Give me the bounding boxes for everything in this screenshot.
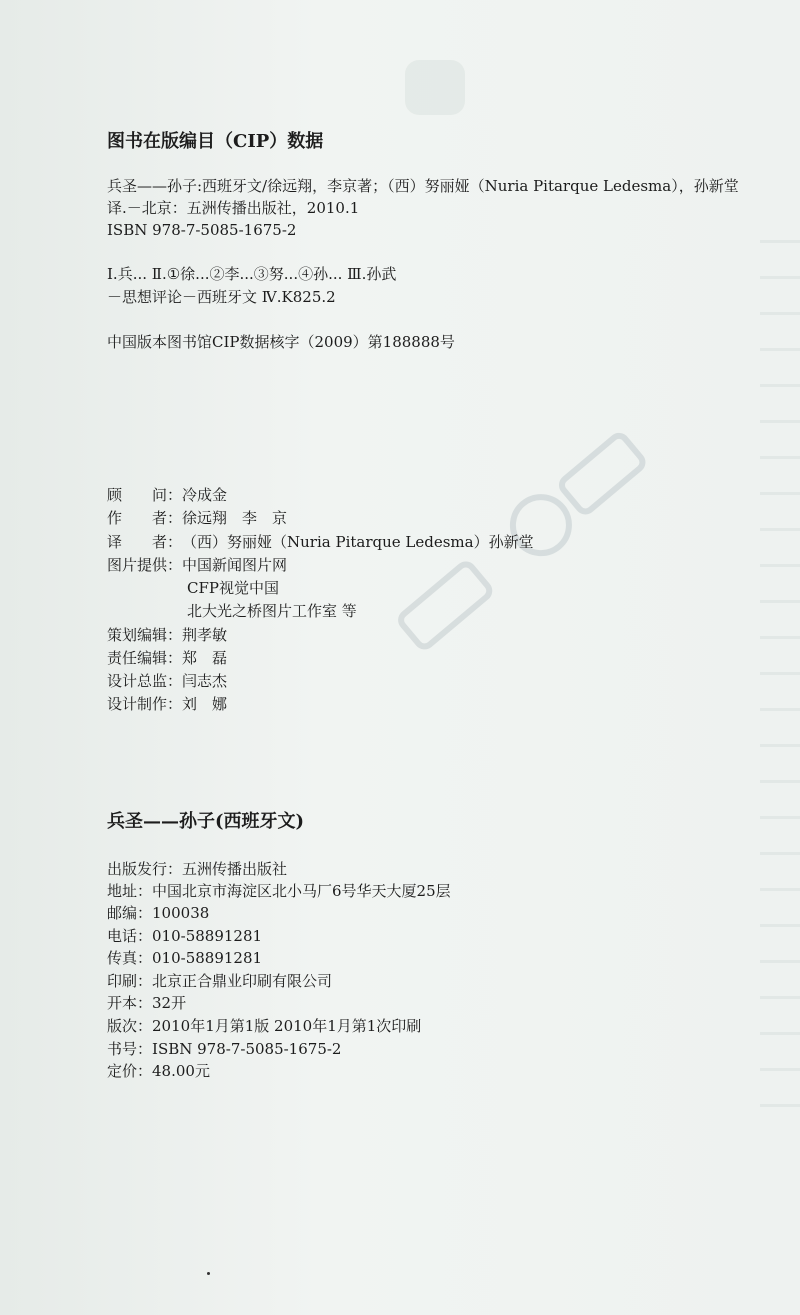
publication-value: 010-58891281 bbox=[152, 949, 263, 967]
credit-value: 冷成金 bbox=[182, 486, 228, 504]
publication-row bbox=[107, 859, 287, 879]
ink-dot bbox=[207, 1272, 210, 1275]
publication-value: ISBN 978-7-5085-1675-2 bbox=[152, 1040, 342, 1058]
credit-row bbox=[107, 555, 287, 575]
credit-value: 闫志杰 bbox=[182, 672, 228, 690]
credit-row bbox=[107, 508, 287, 528]
publication-label: 版次： bbox=[107, 1017, 153, 1035]
credit-row bbox=[107, 625, 227, 645]
book-title: 兵圣——孙子(西班牙文) bbox=[107, 811, 305, 832]
publication-label: 定价： bbox=[107, 1062, 153, 1080]
credit-label: 作 者： bbox=[107, 509, 183, 527]
credit-row bbox=[187, 601, 357, 621]
credit-value: 徐远翔 李 京 bbox=[182, 509, 288, 527]
credit-value: 中国新闻图片网 bbox=[182, 556, 288, 574]
credit-row bbox=[107, 671, 227, 691]
publication-label: 地址： bbox=[107, 882, 153, 900]
credit-row bbox=[107, 648, 227, 668]
publication-value: 北京正合鼎业印刷有限公司 bbox=[152, 972, 333, 990]
credit-row bbox=[187, 578, 279, 598]
credit-label: 设计总监： bbox=[107, 672, 183, 690]
publication-row bbox=[107, 1061, 210, 1081]
cip-record-number: 中国版本图书馆CIP数据核字（2009）第188888号 bbox=[107, 333, 455, 351]
show-through-heading bbox=[405, 60, 465, 115]
cip-heading: 图书在版编目（CIP）数据 bbox=[107, 131, 324, 152]
credit-value: 郑 磊 bbox=[182, 649, 228, 667]
publication-value: 010-58891281 bbox=[152, 927, 263, 945]
publication-label: 印刷： bbox=[107, 972, 153, 990]
credit-row bbox=[107, 485, 227, 505]
publication-row bbox=[107, 926, 262, 946]
credit-label: 责任编辑： bbox=[107, 649, 183, 667]
publication-row bbox=[107, 993, 186, 1013]
publication-label: 开本： bbox=[107, 994, 153, 1012]
publication-label: 邮编： bbox=[107, 904, 153, 922]
cip-classification-2: －思想评论－西班牙文 Ⅳ.K825.2 bbox=[107, 288, 336, 306]
credit-value: CFP视觉中国 bbox=[187, 579, 279, 597]
publication-label: 出版发行： bbox=[107, 860, 183, 878]
credit-label: 译 者： bbox=[107, 533, 183, 551]
publication-row bbox=[107, 1016, 421, 1036]
publication-row bbox=[107, 903, 209, 923]
publication-row bbox=[107, 971, 332, 991]
credit-label: 顾 问： bbox=[107, 486, 183, 504]
credit-value: 北大光之桥图片工作室 等 bbox=[187, 602, 357, 620]
credit-label: 设计制作： bbox=[107, 695, 183, 713]
publication-label: 书号： bbox=[107, 1040, 153, 1058]
publication-value: 48.00元 bbox=[152, 1062, 210, 1080]
publication-value: 100038 bbox=[152, 904, 210, 922]
credit-label: 图片提供： bbox=[107, 556, 183, 574]
publication-value: 五洲传播出版社 bbox=[182, 860, 288, 878]
publication-label: 电话： bbox=[107, 927, 153, 945]
cip-isbn: ISBN 978-7-5085-1675-2 bbox=[107, 221, 297, 239]
publication-value: 2010年1月第1版 2010年1月第1次印刷 bbox=[152, 1017, 422, 1035]
publication-row bbox=[107, 881, 451, 901]
publication-row bbox=[107, 948, 262, 968]
publication-row bbox=[107, 1039, 341, 1059]
credit-row bbox=[107, 694, 227, 714]
credit-value: 刘 娜 bbox=[182, 695, 228, 713]
credit-label: 策划编辑： bbox=[107, 626, 183, 644]
publication-value: 32开 bbox=[152, 994, 187, 1012]
credit-value: 荆孝敏 bbox=[182, 626, 228, 644]
show-through-text bbox=[760, 240, 800, 1140]
cip-classification-1: Ⅰ.兵... Ⅱ.①徐...②李...③努...④孙... Ⅲ.孙武 bbox=[107, 265, 397, 283]
publication-value: 中国北京市海淀区北小马厂6号华天大厦25层 bbox=[152, 882, 451, 900]
credit-row bbox=[107, 532, 534, 552]
publication-label: 传真： bbox=[107, 949, 153, 967]
cip-line-2: 译.－北京：五洲传播出版社，2010.1 bbox=[107, 199, 360, 217]
cip-line-1: 兵圣——孙子:西班牙文/徐远翔，李京著；（西）努丽娅（Nuria Pitarque Ledesma），孙新堂 bbox=[107, 177, 739, 195]
credit-value: （西）努丽娅（Nuria Pitarque Ledesma）孙新堂 bbox=[182, 533, 534, 551]
